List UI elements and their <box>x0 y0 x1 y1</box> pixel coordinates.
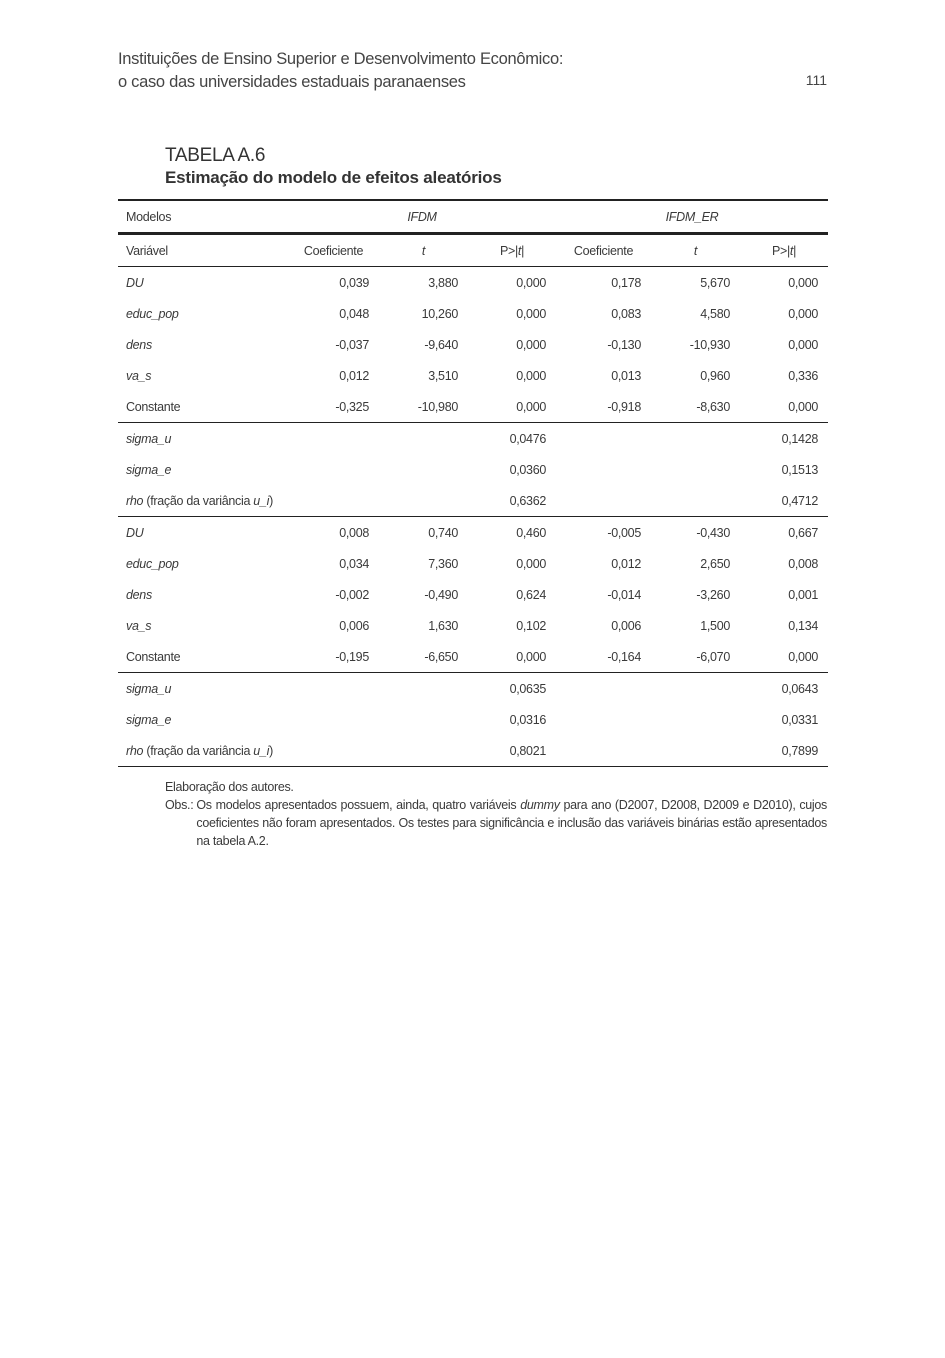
p-header-2 <box>740 234 828 267</box>
t-ifdm: 10,260 <box>421 306 458 321</box>
table-row <box>118 267 828 299</box>
variable-name: rho (fração da variância u_i) <box>118 735 288 767</box>
t-ifdm-er: 0,960 <box>700 368 730 383</box>
variable-name: Constante <box>118 641 288 673</box>
t-header-1: t <box>379 234 468 267</box>
coef-ifdm-er: 0,178 <box>611 275 641 290</box>
variable-name: dens <box>126 587 152 602</box>
coef-ifdm: 0,012 <box>339 368 369 383</box>
results-table <box>118 199 828 767</box>
p-ifdm: 0,000 <box>468 641 556 673</box>
models-header-row <box>118 200 828 234</box>
variable-name: DU <box>126 525 144 540</box>
stat-ifdm-er: 0,0331 <box>781 712 819 727</box>
p-ifdm: 0,000 <box>516 337 546 352</box>
coef-ifdm-er: -0,014 <box>607 587 641 602</box>
empty-cell <box>651 673 740 705</box>
table-row <box>118 485 828 517</box>
table-row <box>118 704 828 735</box>
t-ifdm-er: 4,580 <box>700 306 730 321</box>
p-ifdm-er: 0,336 <box>788 368 819 383</box>
stat-ifdm-er: 0,0643 <box>781 681 819 696</box>
p-ifdm: 0,460 <box>516 525 546 540</box>
table-label: TABELA A.6 <box>165 145 266 166</box>
t-ifdm: 3,880 <box>428 275 458 290</box>
table-row <box>118 641 828 673</box>
stat-ifdm: 0,0360 <box>509 462 546 477</box>
p-ifdm: 0,000 <box>516 306 546 321</box>
empty-cell <box>556 485 651 517</box>
stat-ifdm-er: 0,4712 <box>740 485 828 517</box>
table-row <box>118 298 828 329</box>
coef-ifdm: 0,008 <box>339 525 369 540</box>
empty-cell <box>556 735 651 767</box>
variable-name: sigma_e <box>126 712 172 727</box>
t-ifdm-er: 5,670 <box>700 275 730 290</box>
p-ifdm-er: 0,000 <box>740 391 828 423</box>
coef-ifdm-er: 0,006 <box>611 618 641 633</box>
empty-cell <box>288 673 379 705</box>
p-ifdm-er: 0,000 <box>788 306 819 321</box>
obs-label: Obs.: <box>165 798 194 812</box>
empty-cell <box>651 735 740 767</box>
variable-name: va_s <box>126 618 152 633</box>
empty-cell <box>556 454 651 485</box>
t-ifdm: 1,630 <box>428 618 458 633</box>
coef-ifdm-er: 0,083 <box>611 306 641 321</box>
table-title: Estimação do modelo de efeitos aleatórios <box>165 168 502 187</box>
p-ifdm-er: 0,000 <box>788 337 819 352</box>
p-ifdm: 0,000 <box>468 391 556 423</box>
coef-ifdm: -0,325 <box>288 391 379 423</box>
t-ifdm: -10,980 <box>379 391 468 423</box>
model-ifdm-er-header: IFDM_ER <box>556 200 828 234</box>
coef-ifdm: -0,037 <box>335 337 369 352</box>
table-notes <box>165 778 827 850</box>
coef-ifdm-er: -0,005 <box>607 525 641 540</box>
obs-text-part-b: para ano (D2007, D2008, D2009 e D2010), cujos coeficientes não foram apresentados. Os testes para significância e inclusão das variáveis binárias estão apresentados na tabela A.2. <box>196 798 828 848</box>
coef-ifdm-er: -0,130 <box>607 337 641 352</box>
table-row <box>118 454 828 485</box>
stat-ifdm: 0,0316 <box>509 712 546 727</box>
p-ifdm-er: 0,000 <box>788 275 819 290</box>
variable-name: sigma_u <box>126 681 172 696</box>
empty-cell <box>288 704 379 735</box>
p-ifdm: 0,102 <box>516 618 546 633</box>
coef-ifdm-er: 0,013 <box>611 368 641 383</box>
t-ifdm-er: -3,260 <box>696 587 730 602</box>
variable-header: Variável <box>118 234 288 267</box>
empty-cell <box>379 704 468 735</box>
p-ifdm: 0,624 <box>516 587 546 602</box>
table-row <box>118 360 828 391</box>
stat-ifdm: 0,0635 <box>509 681 546 696</box>
p-header-prefix: P>| <box>771 243 790 258</box>
table-row <box>118 735 828 767</box>
variable-name: educ_pop <box>126 556 179 571</box>
empty-cell <box>379 673 468 705</box>
running-head <box>118 48 563 94</box>
t-ifdm-er: -6,070 <box>651 641 740 673</box>
empty-cell <box>651 423 740 455</box>
coef-ifdm: -0,002 <box>335 587 369 602</box>
p-header-t: t <box>789 243 794 258</box>
empty-cell <box>556 673 651 705</box>
p-ifdm-er: 0,008 <box>788 556 819 571</box>
empty-cell <box>651 454 740 485</box>
t-ifdm: -6,650 <box>379 641 468 673</box>
table-row <box>118 579 828 610</box>
p-ifdm-er: 0,667 <box>788 525 819 540</box>
stat-ifdm-er: 0,1513 <box>781 462 819 477</box>
obs-note <box>165 796 827 850</box>
t-ifdm: 7,360 <box>428 556 458 571</box>
variable-name: educ_pop <box>126 306 179 321</box>
p-ifdm-er: 0,134 <box>788 618 819 633</box>
t-ifdm-er: -8,630 <box>651 391 740 423</box>
running-head-line-1: Instituições de Ensino Superior e Desenvolvimento Econômico: <box>118 50 564 68</box>
coef-ifdm-er: -0,918 <box>556 391 651 423</box>
variable-name: sigma_e <box>126 462 172 477</box>
obs-text-part-a: Os modelos apresentados possuem, ainda, quatro variáveis <box>196 798 521 812</box>
p-header-prefix: P>| <box>499 243 518 258</box>
empty-cell <box>288 454 379 485</box>
variable-name: DU <box>126 275 144 290</box>
empty-cell <box>651 485 740 517</box>
t-ifdm: 0,740 <box>428 525 458 540</box>
t-ifdm-er: -10,930 <box>689 337 730 352</box>
empty-cell <box>379 735 468 767</box>
page-number: 111 <box>805 72 827 88</box>
variable-name: sigma_u <box>126 431 172 446</box>
t-ifdm: -0,490 <box>424 587 458 602</box>
source-note: Elaboração dos autores. <box>165 780 294 794</box>
p-ifdm: 0,000 <box>516 556 546 571</box>
variable-name: dens <box>126 337 152 352</box>
coef-ifdm: 0,039 <box>339 275 369 290</box>
variable-name: rho (fração da variância u_i) <box>118 485 288 517</box>
variable-name: va_s <box>126 368 152 383</box>
table-row <box>118 673 828 705</box>
empty-cell <box>288 423 379 455</box>
results-table-body <box>118 267 828 767</box>
model-ifdm-header: IFDM <box>288 200 556 234</box>
columns-header-row <box>118 234 828 267</box>
t-ifdm-er: -0,430 <box>696 525 730 540</box>
p-header-suffix: | <box>793 243 797 258</box>
p-header-suffix: | <box>521 243 525 258</box>
empty-cell <box>651 704 740 735</box>
stat-ifdm: 0,6362 <box>468 485 556 517</box>
table-row <box>118 329 828 360</box>
variable-name: Constante <box>118 391 288 423</box>
models-label: Modelos <box>118 200 288 234</box>
table-row <box>118 548 828 579</box>
stat-ifdm-er: 0,1428 <box>781 431 819 446</box>
p-ifdm: 0,000 <box>516 275 546 290</box>
empty-cell <box>379 423 468 455</box>
table-row <box>118 391 828 423</box>
stat-ifdm: 0,0476 <box>509 431 546 446</box>
t-ifdm-er: 2,650 <box>700 556 730 571</box>
p-header-t: t <box>517 243 522 258</box>
t-ifdm: 3,510 <box>428 368 458 383</box>
empty-cell <box>288 485 379 517</box>
empty-cell <box>556 704 651 735</box>
running-head-line-2: o caso das universidades estaduais paranaenses <box>118 73 466 91</box>
table-row <box>118 610 828 641</box>
coef-ifdm-er: -0,164 <box>556 641 651 673</box>
obs-text <box>196 796 827 850</box>
empty-cell <box>288 735 379 767</box>
coef-ifdm: -0,195 <box>288 641 379 673</box>
obs-text-italic: dummy <box>520 798 560 812</box>
empty-cell <box>556 423 651 455</box>
p-ifdm: 0,000 <box>516 368 546 383</box>
table-row <box>118 517 828 549</box>
p-header-1 <box>468 234 556 267</box>
coef-header-1: Coeficiente <box>288 234 379 267</box>
t-header-2: t <box>651 234 740 267</box>
coef-ifdm: 0,006 <box>339 618 369 633</box>
empty-cell <box>379 454 468 485</box>
coef-header-2: Coeficiente <box>556 234 651 267</box>
stat-ifdm: 0,8021 <box>468 735 556 767</box>
p-ifdm-er: 0,000 <box>740 641 828 673</box>
empty-cell <box>379 485 468 517</box>
p-ifdm-er: 0,001 <box>788 587 819 602</box>
coef-ifdm-er: 0,012 <box>611 556 641 571</box>
t-ifdm-er: 1,500 <box>700 618 730 633</box>
t-ifdm: -9,640 <box>424 337 458 352</box>
stat-ifdm-er: 0,7899 <box>740 735 828 767</box>
coef-ifdm: 0,048 <box>339 306 369 321</box>
coef-ifdm: 0,034 <box>339 556 369 571</box>
table-row <box>118 423 828 455</box>
